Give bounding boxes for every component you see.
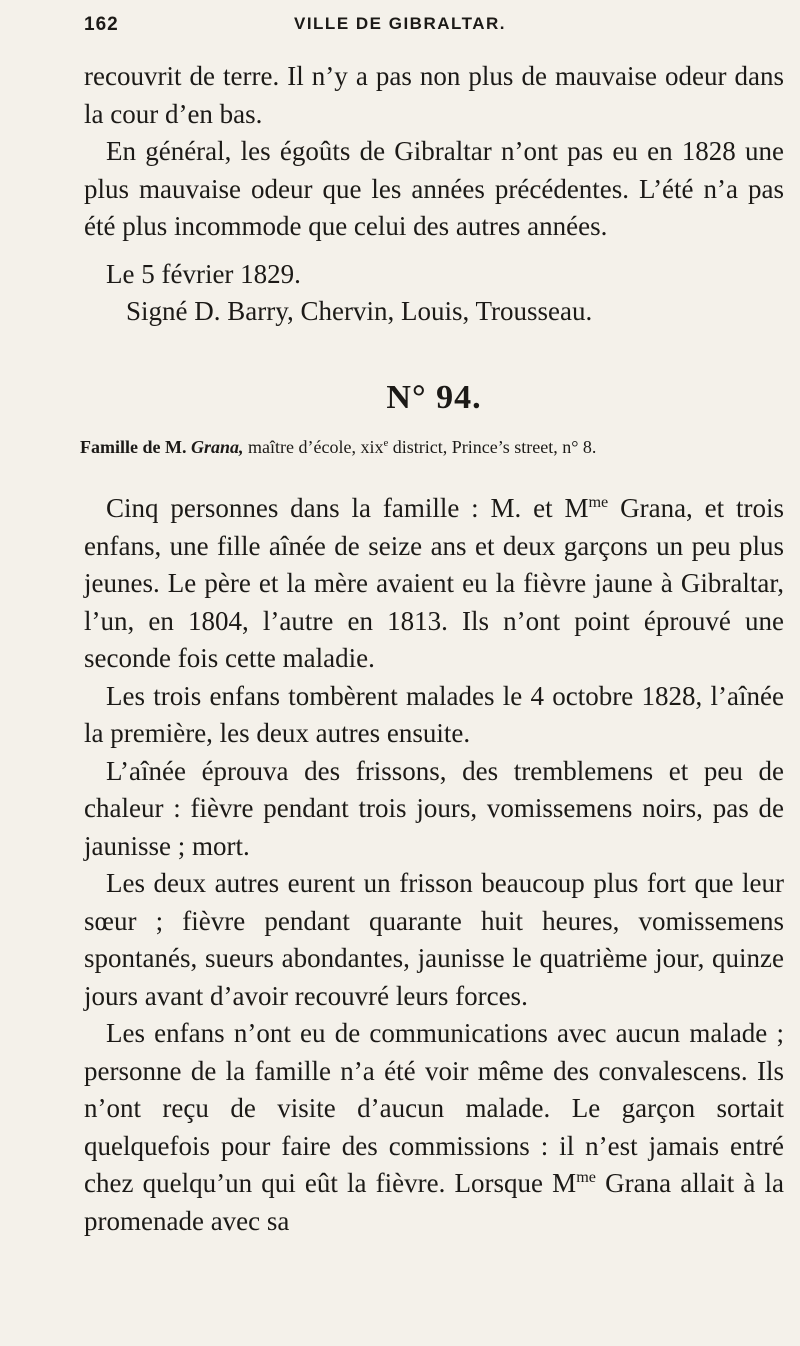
- family-heading-lead: Famille de M.: [80, 437, 191, 457]
- paragraph-household: [84, 490, 784, 678]
- contacts-text-b: Grana allait à la promenade avec sa: [84, 1168, 784, 1236]
- family-heading-sup: e: [383, 437, 389, 449]
- family-name: Grana,: [190, 437, 244, 457]
- paragraph-eldest: L’aînée éprouva des frissons, des tremblemens et peu de chaleur : fièvre pendant trois jours, vomissemens noirs, pas de jaunisse ; mort.: [84, 755, 784, 861]
- paragraph-contacts: [84, 1015, 784, 1240]
- page-number: 162: [84, 14, 119, 35]
- family-heading: [80, 434, 784, 460]
- family-heading-rest: maître d’école, xix: [243, 437, 384, 457]
- page-header: [0, 14, 800, 54]
- paragraph-continuation: recouvrit de terre. Il n’y a pas non plus de mauvaise odeur dans la cour d’en bas.: [84, 61, 784, 129]
- running-title: VILLE DE GIBRALTAR.: [293, 14, 507, 33]
- paragraph-sewers: En général, les égoûts de Gibraltar n’ont pas eu en 1828 une plus mauvaise odeur que les années précédentes. L’été n’a pas été plus incommode que celui des autres années.: [84, 136, 784, 241]
- household-sup: me: [588, 493, 609, 511]
- household-text-b: Grana, et trois enfans, une fille aînée de seize ans et deux garçons un peu plus jeunes. Le père et la mère avaient eu la fièvre jaune à Gibraltar, l’un, en 1804, l’autre en 1813. Ils n’ont point éprouvé une seconde fois cette maladie.: [84, 493, 784, 673]
- signature-text: Signé D. Barry, Chervin, Louis, Trousseau.: [126, 296, 593, 326]
- family-heading-address: district, Prince’s street, n° 8.: [388, 437, 597, 457]
- contacts-sup: me: [576, 1168, 596, 1186]
- household-text-a: Cinq personnes dans la famille : M. et M: [106, 493, 589, 523]
- paragraph-others: Les deux autres eurent un frisson beaucoup plus fort que leur sœur ; fièvre pendant quarante huit heures, vomissemens spontanés, sueurs abondantes, jaunisse le quatrième jour, quinze jours avant d’avoir recouvré leurs forces.: [84, 868, 784, 1011]
- contacts-text-a: Les enfans n’ont eu de communications avec aucun malade ; personne de la famille n’a été voir même des convalescens. Ils n’ont reçu de visite d’aucun malade. Le garçon sortait quelquefois pour faire des commissions : il n’est jamais entré chez quelqu’un qui eût la fièvre. Lorsque M: [84, 1018, 784, 1198]
- case-number: N° 94.: [386, 378, 482, 416]
- paragraph-onset: Les trois enfans tombèrent malades le 4 octobre 1828, l’aînée la première, les deux autres ensuite.: [84, 680, 784, 748]
- date-line: Le 5 février 1829.: [106, 258, 301, 289]
- page-body: [80, 58, 784, 1240]
- signature-line: [126, 293, 784, 331]
